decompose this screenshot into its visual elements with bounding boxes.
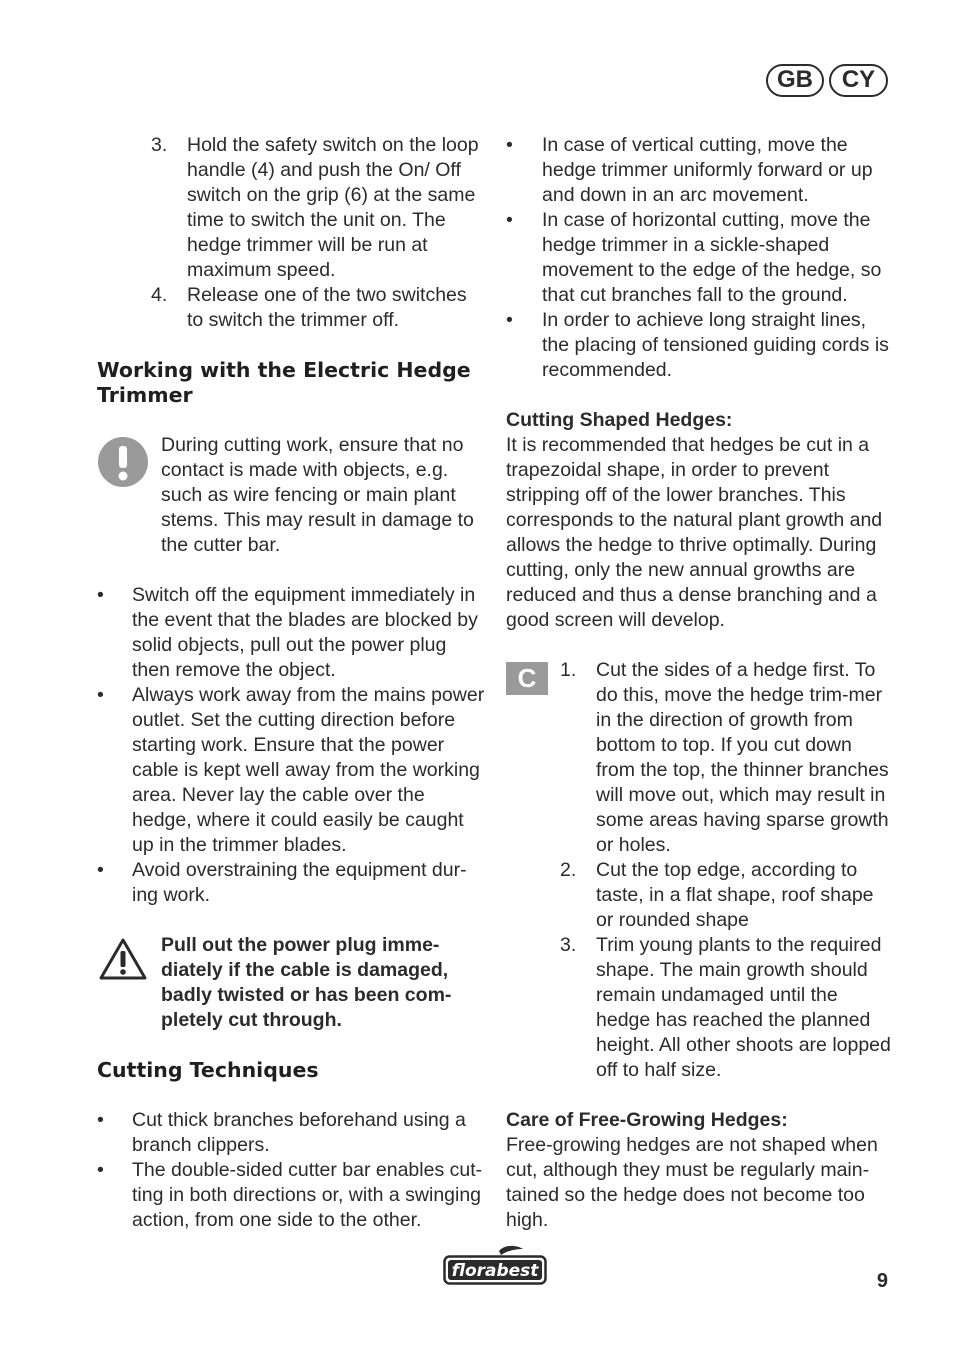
- step-number: 1.: [560, 659, 577, 681]
- bullet-dot: •: [506, 309, 513, 331]
- list-item: [506, 208, 896, 308]
- list-item: [560, 858, 896, 933]
- page-number: 9: [876, 1270, 888, 1292]
- figure-c-badge: C: [506, 662, 548, 695]
- list-item: [560, 933, 896, 1083]
- list-item: [97, 583, 487, 683]
- step-text: Cut the top edge, according to taste, in a flat shape, roof shape or rounded shape: [596, 859, 874, 931]
- bullet-text: Switch off the equipment immediately in the event that the blades are blocked by solid objects, pull out the power plug then remove the object.: [132, 584, 478, 681]
- free-hedges-title: Care of Free-Growing Hedges:: [506, 1109, 788, 1131]
- step-text: Hold the safety switch on the loop handle (4) and push the On/ Off switch on the grip (6) at the same time to switch the unit on. The hedge trimmer will be run at maximum speed.: [187, 134, 479, 281]
- florabest-logo: [443, 1245, 547, 1285]
- step-text: Cut the sides of a hedge first. To do this, move the hedge trim-mer in the direction of growth from bottom to top. If you cut down from the top, the thinner branches will move out, which may result in some areas having sparse growth or holes.: [596, 659, 889, 856]
- list-item: [97, 858, 487, 908]
- list-item: [560, 658, 896, 858]
- bullet-text: In order to achieve long straight lines, the placing of tensioned guiding cords is recommended.: [542, 309, 889, 381]
- bullet-list-direction: [506, 133, 896, 383]
- bullet-dot: •: [506, 134, 513, 156]
- warning-triangle-icon: [98, 937, 148, 988]
- notice-text: During cutting work, ensure that no contact is made with objects, e.g. such as wire fencing or main plant stems. This may result in damage to the cutter bar.: [161, 434, 474, 556]
- lang-badge-cy: CY: [829, 64, 888, 97]
- right-column: [506, 133, 896, 1233]
- bullet-text: The double-sided cutter bar enables cut-ting in both directions or, with a swinging action, from one side to the other.: [132, 1159, 483, 1231]
- bullet-text: Always work away from the mains power outlet. Set the cutting direction before starting work. Ensure that the power cable is kept well away from the working area. Never lay the cable over the hedge, where it could easily be caught up in the trimmer blades.: [132, 684, 485, 856]
- heading-cutting-techniques: Cutting Techniques: [97, 1058, 319, 1082]
- step-number: 3.: [151, 134, 168, 156]
- bullet-dot: •: [97, 1109, 104, 1131]
- list-item: [97, 1158, 487, 1233]
- step-number: 3.: [560, 934, 577, 956]
- heading-working-with-trimmer: Working with the Electric Hedge Trimmer: [97, 358, 471, 407]
- step-number: 4.: [151, 284, 168, 306]
- list-item: [506, 308, 896, 383]
- bullet-list-safety: [97, 583, 487, 908]
- bullet-dot: •: [97, 584, 104, 606]
- logo-wordmark: florabest: [451, 1261, 539, 1281]
- bullet-text: Avoid overstraining the equipment dur-ing work.: [132, 859, 467, 906]
- list-item: [97, 1108, 487, 1158]
- notice-block: [97, 433, 487, 558]
- shaped-hedges-title: Cutting Shaped Hedges:: [506, 409, 733, 431]
- lang-badge-gb: GB: [766, 64, 824, 97]
- list-item: [97, 683, 487, 858]
- bullet-text: In case of horizontal cutting, move the hedge trimmer in a sickle-shaped movement to the edge of the hedge, so that cut branches fall to the ground.: [542, 209, 882, 306]
- bullet-dot: •: [97, 859, 104, 881]
- steps-list-left: [97, 133, 487, 333]
- step-text: Trim young plants to the required shape. The main growth should remain undamaged until the hedge has reached the planned height. All other shoots are lopped off to half size.: [596, 934, 891, 1081]
- list-item: [151, 283, 487, 333]
- bullet-dot: •: [506, 209, 513, 231]
- bullet-list-cutting: [97, 1108, 487, 1233]
- bullet-dot: •: [97, 1159, 104, 1181]
- list-item: [506, 133, 896, 208]
- figure-c-steps: [506, 658, 896, 1083]
- list-item: [151, 133, 487, 283]
- bullet-text: Cut thick branches beforehand using a branch clippers.: [132, 1109, 466, 1156]
- left-column: [97, 133, 487, 1233]
- bullet-dot: •: [97, 684, 104, 706]
- step-text: Release one of the two switches to switch the trimmer off.: [187, 284, 467, 331]
- warning-text: Pull out the power plug imme-diately if the cable is damaged, badly twisted or has been com-pletely cut through.: [161, 934, 452, 1031]
- exclamation-circle-icon: [98, 437, 148, 494]
- free-hedges-text: Free-growing hedges are not shaped when cut, although they must be regularly main-tained so the hedge does not become too high.: [506, 1134, 878, 1231]
- step-number: 2.: [560, 859, 577, 881]
- shaped-hedges-text: It is recommended that hedges be cut in a trapezoidal shape, in order to prevent stripping off of the lower branches. This corresponds to the natural plant growth and allows the hedge to thrive optimally. During cutting, only the new annual growths are reduced and thus a dense branching and a good screen will develop.: [506, 434, 883, 631]
- warning-block: [97, 933, 487, 1033]
- bullet-text: In case of vertical cutting, move the hedge trimmer uniformly forward or up and down in an arc movement.: [542, 134, 873, 206]
